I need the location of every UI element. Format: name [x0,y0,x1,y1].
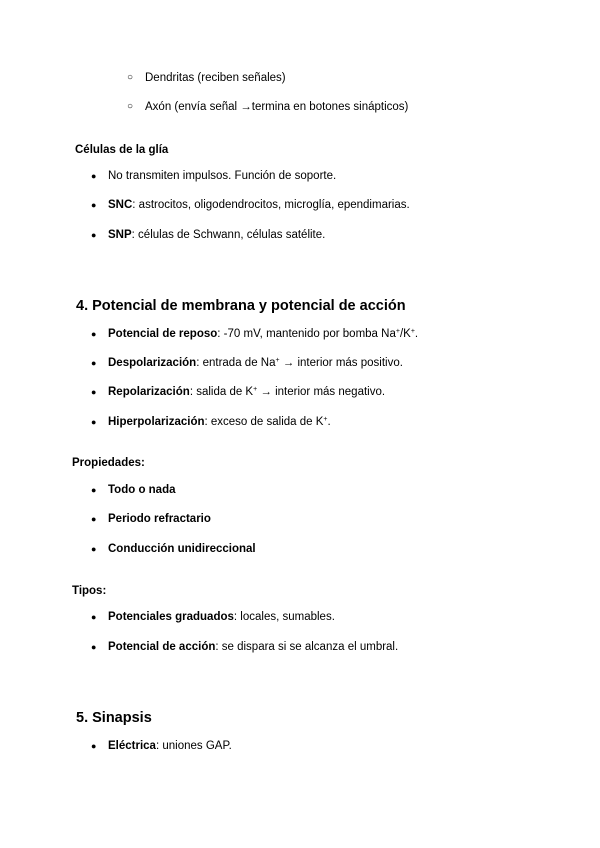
section-4-heading: 4. Potencial de membrana y potencial de acción [76,298,406,314]
property-item: Periodo refractario [108,513,211,525]
circle-bullet-icon: ○ [127,101,134,112]
property-item: Conducción unidireccional [108,543,256,555]
list-item-repolarizacion: Repolarización: salida de K+ → interior más negativo. [108,386,386,398]
type-item: Potencial de acción: se dispara si se alcanza el umbral. [108,641,399,653]
list-item-axon: Axón (envía señal →termina en botones sinápticos) [145,101,409,113]
property-item: Todo o nada [108,484,176,496]
list-item-hiperpolarizacion: Hiperpolarización: exceso de salida de K+. [108,416,331,428]
bullet-icon: ● [91,387,97,397]
list-item-potencial-reposo: Potencial de reposo: -70 mV, mantenido por bomba Na+/K+. [108,328,419,340]
bullet-icon: ● [91,612,97,622]
bullet-icon: ● [91,230,97,240]
bullet-icon: ● [91,741,97,751]
glia-heading: Células de la glía [75,144,169,156]
bullet-icon: ● [91,417,97,427]
arrow-icon: → [282,357,295,369]
list-item-dendritas: Dendritas (reciben señales) [145,72,286,84]
bullet-icon: ● [91,544,97,554]
arrow-icon: → [240,101,252,113]
bullet-icon: ● [91,485,97,495]
list-item-glia-1: No transmiten impulsos. Función de soporte. [108,170,337,182]
types-heading: Tipos: [72,585,107,597]
list-item-despolarizacion: Despolarización: entrada de Na+ → interior más positivo. [108,357,403,369]
list-item-glia-snc: SNC: astrocitos, oligodendrocitos, microglía, ependimarias. [108,199,410,211]
bullet-icon: ● [91,200,97,210]
list-item-electrica: Eléctrica: uniones GAP. [108,740,232,752]
bullet-icon: ● [91,329,97,339]
arrow-icon: → [260,386,272,398]
section-5-heading: 5. Sinapsis [76,710,152,726]
bullet-icon: ● [91,171,97,181]
circle-bullet-icon: ○ [127,72,134,83]
bullet-icon: ● [91,514,97,524]
properties-heading: Propiedades: [72,457,145,469]
type-item: Potenciales graduados: locales, sumables. [108,611,335,623]
bullet-icon: ● [91,642,97,652]
list-item-glia-snp: SNP: células de Schwann, células satélite. [108,229,326,241]
bullet-icon: ● [91,358,97,368]
